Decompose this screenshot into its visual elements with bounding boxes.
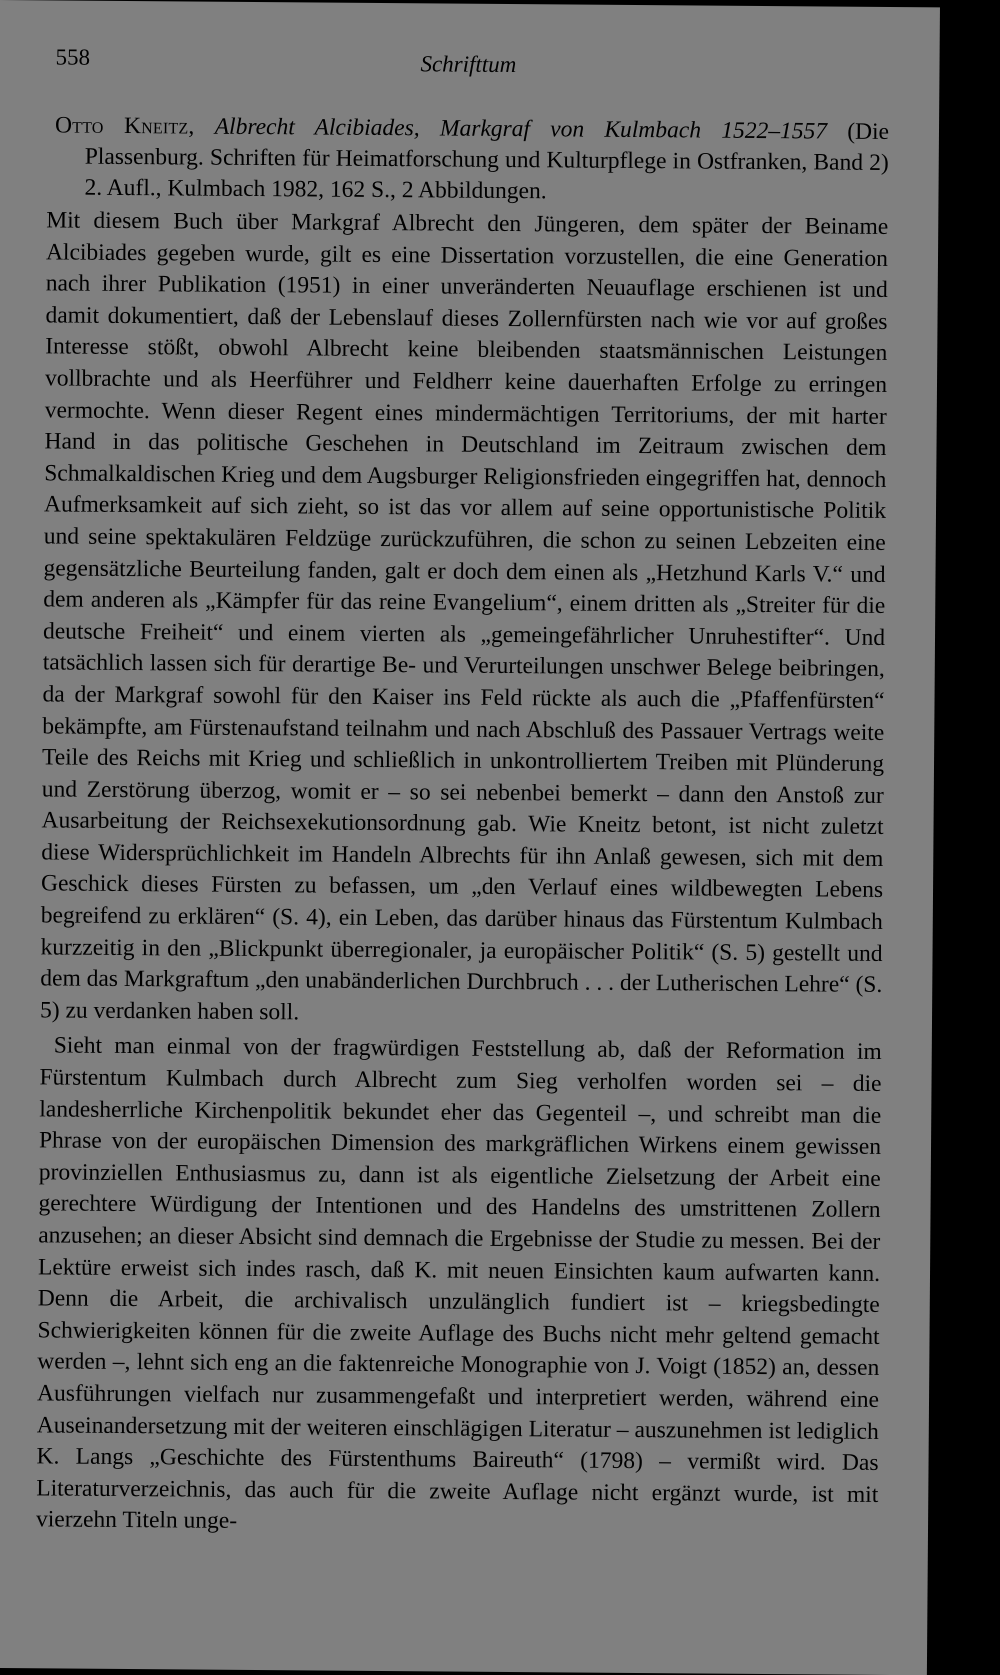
bibliographic-citation	[54, 110, 889, 210]
page-number: 558	[55, 44, 91, 70]
publication-details: (Die Plassenburg. Schriften für Heimatforschung und Kulturpflege in Ostfranken, Band 2) 2. Aufl., Kulmbach 1982, 162 S., 2 Abbildungen.	[84, 118, 890, 205]
review-paragraph-2: Sieht man einmal von der fragwürdigen Feststellung ab, daß der Reformation im Fürstentum Kulmbach durch Albrecht zum Sieg verholfen worden sei – die landesherrliche Kirchenpolitik bekundet eher das Gegenteil –, und schreibt man die Phrase von der europäischen Dimension des markgräflichen Wirkens einem gewissen provinziellen Enthusiasmus zu, dann ist als eigentliche Zielsetzung der Arbeit eine gerechtere Würdigung der Intentionen und des Handelns des umstrittenen Zollern anzusehen; an dieser Absicht sind demnach die Ergebnisse der Studie zu messen. Bei der Lektüre erweist sich indes rasch, daß K. mit neuen Einsichten kaum aufwarten kann. Denn die Arbeit, die archivalisch unzulänglich fundiert ist – kriegsbedingte Schwierigkeiten können für die zweite Auflage des Buchs nicht mehr geltend gemacht werden –, lehnt sich eng an die faktenreiche Monographie von J. Voigt (1852) an, dessen Ausführungen vielfach nur zusammengefaßt und interpretiert werden, während eine Auseinandersetzung mit der weiteren einschlägigen Literatur – auszunehmen ist lediglich K. Langs „Geschichte des Fürstenthums Baireuth“ (1798) – vermißt wird. Das Literaturverzeichnis, das auch für die zweite Auflage nicht ergänzt wurde, ist mit vierzehn Titeln unge-	[35, 1032, 882, 1535]
book-title: Albrecht Alcibiades, Markgraf von Kulmbach 1522–1557	[214, 113, 828, 145]
review-paragraph-1: Mit diesem Buch über Markgraf Albrecht den Jüngeren, dem später der Beiname Alcibiades gegeben wurde, gilt es eine Dissertation vorzustellen, die eine Generation nach ihrer Publikation (1951) in einer unveränderten Neuauflage erschienen ist und damit dokumentiert, daß der Lebenslauf dieses Zollernfürsten nach wie vor auf großes Interesse stößt, obwohl Albrecht keine bleibenden staatsmännischen Leistungen vollbrachte und als Heerführer und Feldherr keine dauerhaften Erfolge zu erringen vermochte. Wenn dieser Regent eines mindermächtigen Territoriums, der mit harter Hand in das politische Geschehen in Deutschland im Zeitraum zwischen dem Schmalkaldischen Krieg und dem Augsburger Religionsfrieden eingegriffen hat, dennoch Aufmerksamkeit auf sich zieht, so ist das vor allem auf seine opportunistische Politik und seine spektakulären Feldzüge zurückzuführen, die schon zu seinen Lebzeiten eine gegensätzliche Beurteilung fanden, galt er doch dem einen als „Hetzhund Karls V.“ und dem anderen als „Kämpfer für das reine Evangelium“, einem dritten als „Streiter für die deutsche Freiheit“ und einem vierten als „gemeingefährlicher Unruhestifter“. Und tatsächlich lassen sich für derartige Be- und Verurteilungen unschwer Belege beibringen, da der Markgraf sowohl für den Kaiser ins Feld rückte als auch die „Pfaffenfürsten“ bekämpfte, am Fürstenaufstand teilnahm und nach Abschluß des Passauer Vertrags weite Teile des Reichs mit Krieg und schließlich in unkontrolliertem Treiben mit Plünderung und Zerstörung überzog, womit er – so sei nebenbei bemerkt – dann den Anstoß zur Ausarbeitung der Reichsexekutionsordnung gab. Wie Kneitz betont, ist nicht zuletzt diese Widersprüchlichkeit im Handeln Albrechts für ihn Anlaß gewesen, sich mit dem Geschick dieses Fürsten zu befassen, um „den Verlauf eines wildbewegten Lebens begreifend zu erklären“ (S. 4), ein Leben, das darüber hinaus das Fürstentum Kulmbach kurzzeitig in den „Blickpunkt überregionaler, ja europäischer Politik“ (S. 5) gestellt und dem das Markgraftum „den unabänderlichen Durchbruch . . . der Lutherischen Lehre“ (S. 5) zu verdanken haben soll.	[39, 207, 889, 1026]
running-title: Schrifttum	[420, 51, 517, 78]
review-entry	[36, 110, 889, 1543]
page-header	[55, 44, 875, 86]
author-name: Otto Kneitz,	[54, 112, 195, 140]
